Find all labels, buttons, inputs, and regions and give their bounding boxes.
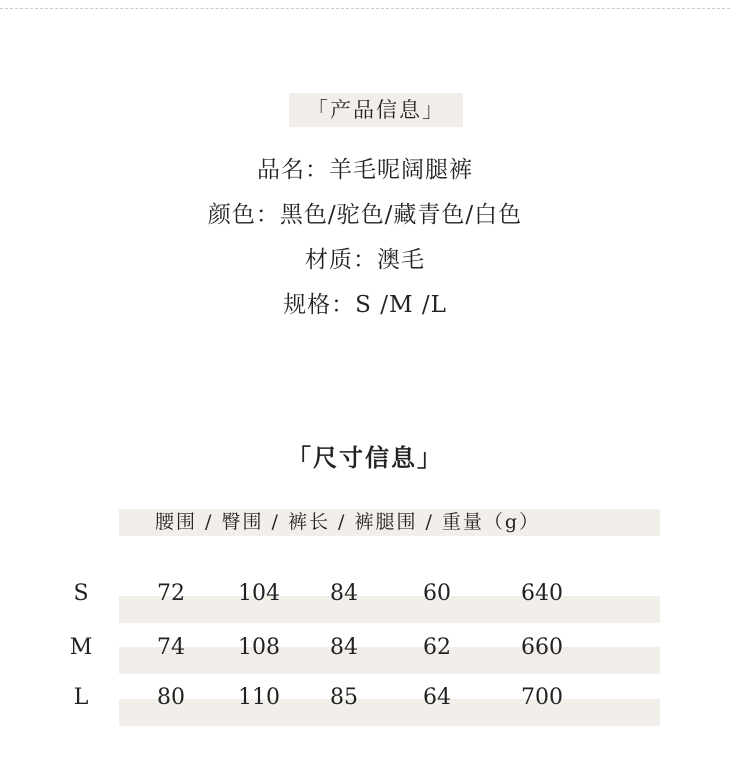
- hip-value: 110: [238, 685, 280, 710]
- product-size: 规格：S /M /L: [283, 292, 447, 318]
- size-label: L: [73, 685, 89, 710]
- product-material: 材质：澳毛: [305, 247, 425, 273]
- length-value: 85: [330, 685, 358, 710]
- length-value: 84: [330, 635, 358, 660]
- waist-value: 80: [157, 685, 185, 710]
- weight-value: 640: [521, 581, 563, 606]
- size-table-header: 腰围 / 臀围 / 裤长 / 裤腿围 / 重量（g）: [155, 511, 541, 533]
- top-divider: [0, 8, 730, 9]
- hip-value: 104: [238, 581, 280, 606]
- size-label: M: [69, 635, 93, 660]
- weight-value: 660: [521, 635, 563, 660]
- product-info-heading: 「产品信息」: [289, 93, 463, 127]
- product-color: 颜色：黑色/驼色/藏青色/白色: [207, 202, 523, 228]
- length-value: 84: [330, 581, 358, 606]
- weight-value: 700: [521, 685, 563, 710]
- waist-value: 72: [157, 581, 185, 606]
- waist-value: 74: [157, 635, 185, 660]
- leg-opening-value: 62: [423, 635, 451, 660]
- hip-value: 108: [238, 635, 280, 660]
- leg-opening-value: 60: [423, 581, 451, 606]
- size-label: S: [73, 581, 89, 606]
- product-name: 品名：羊毛呢阔腿裤: [257, 157, 473, 183]
- leg-opening-value: 64: [423, 685, 451, 710]
- size-info-heading: 「尺寸信息」: [287, 443, 443, 472]
